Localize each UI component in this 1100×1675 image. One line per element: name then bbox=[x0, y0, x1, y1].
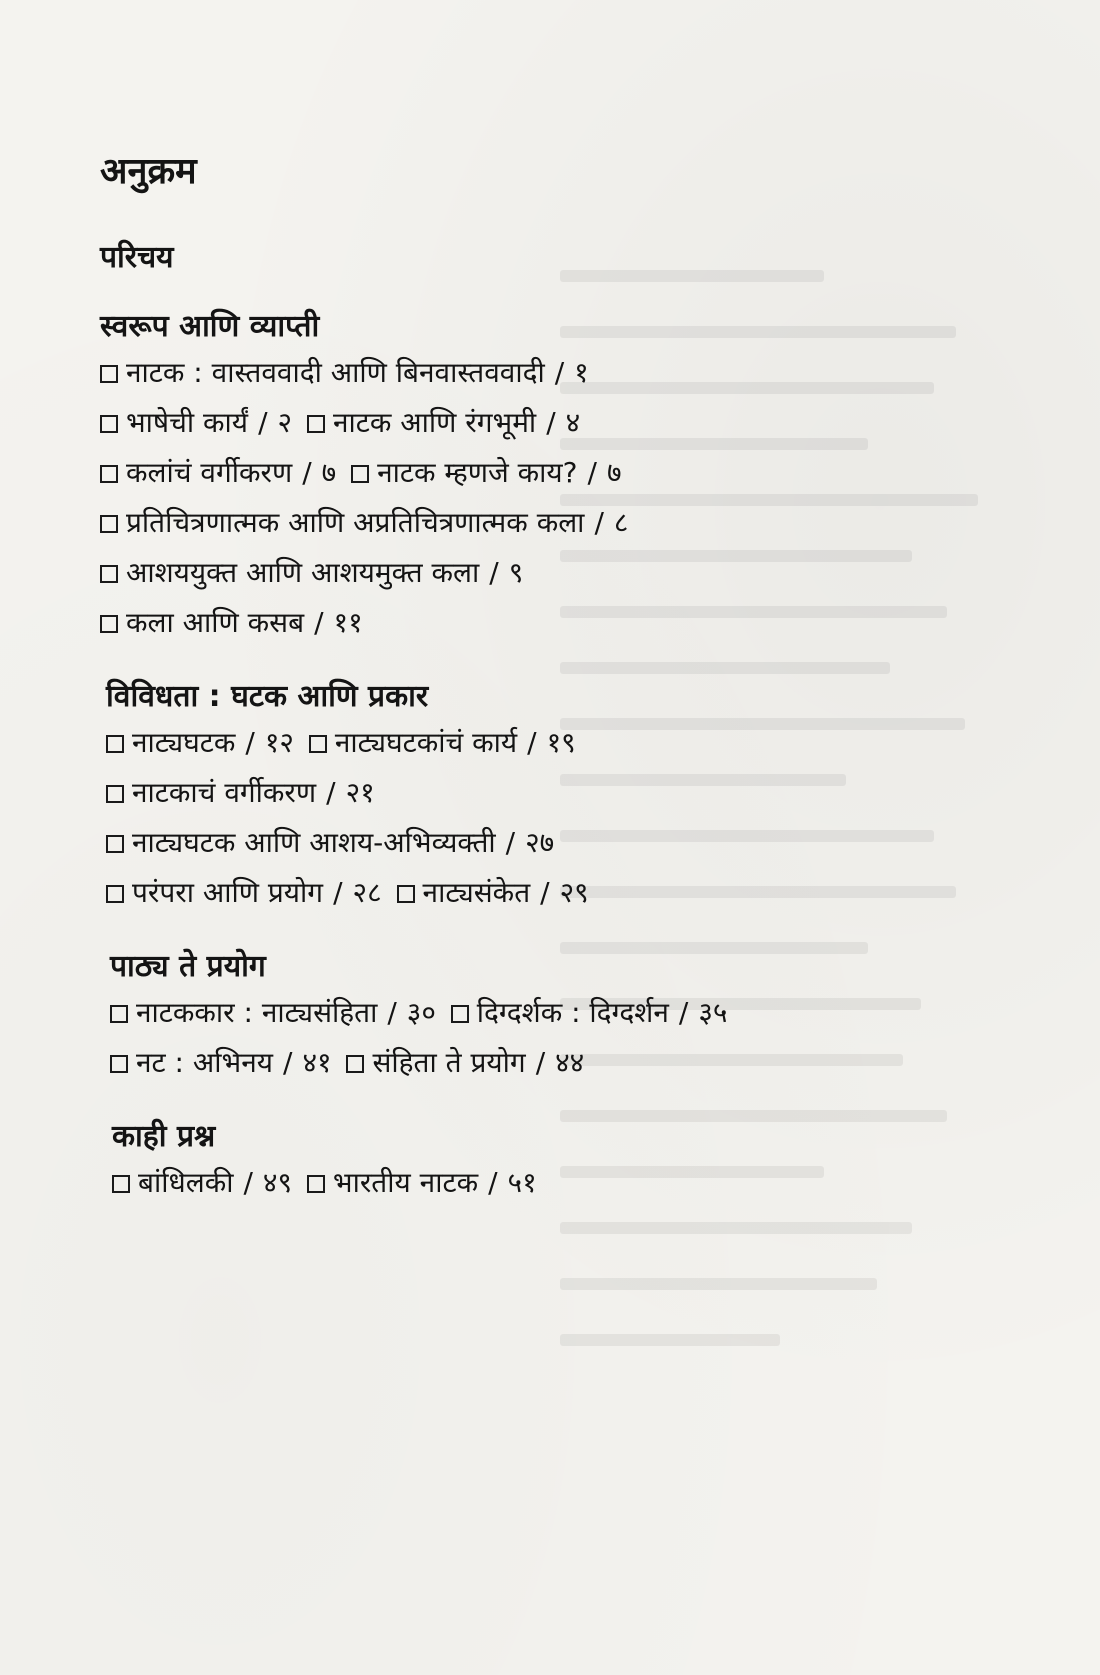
page-separator: / bbox=[587, 456, 597, 489]
square-bullet-icon bbox=[100, 365, 118, 383]
page-number: ७ bbox=[606, 456, 622, 489]
page-number: ८ bbox=[613, 506, 629, 539]
table-of-contents bbox=[100, 150, 960, 1208]
page-number: ४४ bbox=[555, 1046, 585, 1079]
page-number: २९ bbox=[559, 876, 589, 909]
page-separator: / bbox=[489, 556, 499, 589]
page-number: २८ bbox=[352, 876, 382, 909]
entry-title: नाटक आणि रंगभूमी bbox=[332, 406, 537, 439]
page-separator: / bbox=[243, 1166, 253, 1199]
toc-entry bbox=[445, 996, 728, 1029]
entry-title: नाट्यघटकांचं कार्य bbox=[334, 726, 518, 759]
entry-title: प्रतिचित्रणात्मक आणि अप्रतिचित्रणात्मक कला bbox=[126, 506, 585, 539]
square-bullet-icon bbox=[346, 1055, 364, 1073]
entry-title: नाटकाचं वर्गीकरण bbox=[132, 776, 317, 809]
entry-title: संहिता ते प्रयोग bbox=[372, 1046, 526, 1079]
toc-entry bbox=[301, 406, 580, 439]
toc-entry bbox=[110, 996, 436, 1029]
toc-entry bbox=[110, 1046, 332, 1079]
toc-entry bbox=[100, 456, 336, 489]
square-bullet-icon bbox=[100, 565, 118, 583]
square-bullet-icon bbox=[106, 735, 124, 753]
toc-entry bbox=[100, 506, 628, 539]
toc-line bbox=[112, 1158, 960, 1208]
page-number: ३० bbox=[406, 996, 436, 1029]
square-bullet-icon bbox=[106, 885, 124, 903]
entry-title: आशययुक्त आणि आशयमुक्त कला bbox=[126, 556, 480, 589]
page-separator: / bbox=[546, 406, 556, 439]
page-separator: / bbox=[302, 456, 312, 489]
square-bullet-icon bbox=[112, 1175, 130, 1193]
page-separator: / bbox=[326, 776, 336, 809]
toc-line bbox=[106, 768, 960, 818]
entry-title: नाट्यघटक bbox=[132, 726, 236, 759]
toc-line bbox=[110, 1038, 960, 1088]
toc-entry bbox=[345, 456, 621, 489]
toc-line bbox=[106, 718, 960, 768]
page-number: ९ bbox=[508, 556, 524, 589]
page-separator: / bbox=[245, 726, 255, 759]
square-bullet-icon bbox=[307, 1175, 325, 1193]
page-separator: / bbox=[283, 1046, 293, 1079]
page-number: २१ bbox=[345, 776, 375, 809]
section-title: पाठ्य ते प्रयोग bbox=[110, 949, 266, 984]
page-number: ७ bbox=[321, 456, 337, 489]
toc-entry bbox=[106, 726, 294, 759]
page-separator: / bbox=[678, 996, 689, 1029]
page-number: ४१ bbox=[302, 1046, 332, 1079]
toc-entry bbox=[303, 726, 576, 759]
page-separator: / bbox=[505, 826, 516, 859]
page-number: १९ bbox=[546, 726, 576, 759]
toc-entry bbox=[391, 876, 589, 909]
entry-title: कला आणि कसब bbox=[126, 606, 305, 639]
toc-section bbox=[110, 946, 960, 1088]
page-separator: / bbox=[535, 1046, 546, 1079]
toc-entry bbox=[112, 1166, 292, 1199]
page-number: १२ bbox=[264, 726, 294, 759]
page-number: ३५ bbox=[698, 996, 728, 1029]
square-bullet-icon bbox=[100, 515, 118, 533]
square-bullet-icon bbox=[106, 785, 124, 803]
page-number: ५१ bbox=[507, 1166, 537, 1199]
entry-title: परंपरा आणि प्रयोग bbox=[132, 876, 324, 909]
page-number: २७ bbox=[525, 826, 555, 859]
toc-line bbox=[110, 988, 960, 1038]
page-number: २ bbox=[277, 406, 293, 439]
page-number: ११ bbox=[333, 606, 363, 639]
toc-entry bbox=[100, 556, 523, 589]
toc-section bbox=[112, 1116, 960, 1208]
entry-title: बांधिलकी bbox=[138, 1166, 234, 1199]
toc-entry bbox=[100, 606, 363, 639]
toc-line bbox=[100, 598, 960, 648]
square-bullet-icon bbox=[309, 735, 327, 753]
toc-line bbox=[100, 548, 960, 598]
entry-title: भाषेची कार्यं bbox=[126, 406, 249, 439]
square-bullet-icon bbox=[397, 885, 415, 903]
page-number: ४ bbox=[565, 406, 581, 439]
toc-entry bbox=[100, 406, 292, 439]
square-bullet-icon bbox=[451, 1005, 469, 1023]
entry-title: नाटक : वास्तववादी आणि बिनवास्तववादी bbox=[126, 356, 545, 389]
intro-heading: परिचय bbox=[100, 240, 174, 275]
toc-line bbox=[106, 818, 960, 868]
toc-entry bbox=[340, 1046, 584, 1079]
entry-title: नाट्यघटक आणि आशय-अभिव्यक्ती bbox=[132, 826, 496, 859]
page-separator: / bbox=[554, 356, 565, 389]
square-bullet-icon bbox=[100, 615, 118, 633]
toc-line bbox=[100, 398, 960, 448]
square-bullet-icon bbox=[110, 1005, 128, 1023]
entry-title: कलांचं वर्गीकरण bbox=[126, 456, 293, 489]
toc-entry bbox=[106, 776, 375, 809]
toc-entry bbox=[106, 826, 554, 859]
page-number: ४९ bbox=[262, 1166, 293, 1199]
entry-title: नट : अभिनय bbox=[136, 1046, 273, 1079]
page-separator: / bbox=[527, 726, 537, 759]
toc-line bbox=[100, 448, 960, 498]
page-separator: / bbox=[314, 606, 324, 639]
entry-title: नाटक म्हणजे काय? bbox=[377, 456, 578, 489]
square-bullet-icon bbox=[307, 415, 325, 433]
page-separator: / bbox=[488, 1166, 498, 1199]
entry-title: भारतीय नाटक bbox=[332, 1166, 479, 1199]
page-separator: / bbox=[594, 506, 604, 539]
toc-line bbox=[100, 348, 960, 398]
toc-entry bbox=[301, 1166, 537, 1199]
square-bullet-icon bbox=[100, 415, 118, 433]
square-bullet-icon bbox=[351, 465, 369, 483]
square-bullet-icon bbox=[106, 835, 124, 853]
page-separator: / bbox=[333, 876, 343, 909]
entry-title: दिग्दर्शक : दिग्दर्शन bbox=[476, 996, 669, 1029]
toc-line bbox=[100, 498, 960, 548]
page-number: १ bbox=[574, 356, 589, 389]
entry-title: नाट्यसंकेत bbox=[422, 876, 531, 909]
page-separator: / bbox=[387, 996, 397, 1029]
square-bullet-icon bbox=[100, 465, 118, 483]
section-title: काही प्रश्न bbox=[112, 1119, 216, 1154]
toc-entry bbox=[100, 356, 589, 389]
page-separator: / bbox=[540, 876, 550, 909]
entry-title: नाटककार : नाट्यसंहिता bbox=[136, 996, 378, 1029]
section-title: विविधता : घटक आणि प्रकार bbox=[106, 679, 429, 714]
toc-section bbox=[100, 306, 960, 648]
page-separator: / bbox=[258, 406, 268, 439]
section-title: स्वरूप आणि व्याप्ती bbox=[100, 309, 320, 344]
toc-line bbox=[106, 868, 960, 918]
square-bullet-icon bbox=[110, 1055, 128, 1073]
toc-section bbox=[106, 676, 960, 918]
toc-sections bbox=[100, 306, 960, 1208]
page-title: अनुक्रम bbox=[100, 151, 197, 192]
toc-entry bbox=[106, 876, 382, 909]
